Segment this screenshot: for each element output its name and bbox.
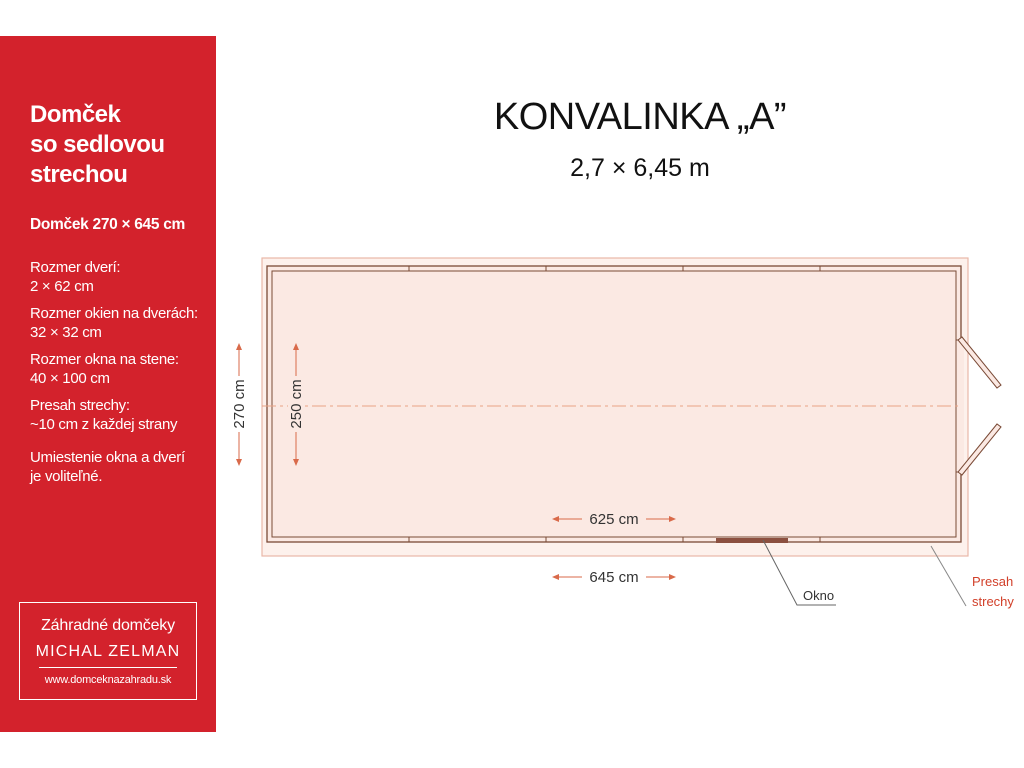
spec-overhang-label: Presah strechy:: [30, 397, 130, 414]
page-subtitle: 2,7 × 6,45 m: [570, 154, 710, 182]
spec-wall-window-value: 40 × 100 cm: [30, 370, 110, 387]
dim-inner-length: 625 cm: [589, 511, 639, 528]
overhang-label-line-1: Presah: [972, 574, 1014, 589]
spec-wall-window-label: Rozmer okna na stene:: [30, 351, 179, 368]
dim-inner-height: 250 cm: [288, 379, 305, 429]
double-door: [956, 337, 1001, 475]
note-line-1: Umiestenie okna a dverí: [30, 449, 185, 466]
page-title: KONVALINKA „A”: [493, 96, 787, 138]
spec-overhang-value: ~10 cm z každej strany: [30, 416, 178, 433]
window-label: Okno: [803, 588, 835, 603]
spec-door-window-value: 32 × 32 cm: [30, 324, 102, 341]
spec-door-window-label: Rozmer okien na dverách:: [30, 305, 198, 322]
house-walls: [267, 266, 961, 542]
heading-line-1: Domček: [30, 101, 121, 128]
brand-name: MICHAL ZELMAN: [35, 643, 181, 660]
house-size: Domček 270 × 645 cm: [30, 216, 186, 233]
overhang-label-line-2: strechy: [972, 594, 1014, 609]
spec-door-value: 2 × 62 cm: [30, 278, 94, 295]
wall-outer: [267, 266, 961, 542]
door-gap: [958, 340, 964, 472]
dim-outer-height: 270 cm: [231, 379, 248, 429]
brand-tagline: Záhradné domčeky: [41, 617, 175, 634]
dim-outer-length: 645 cm: [589, 569, 639, 586]
heading-line-3: strechou: [30, 161, 128, 188]
heading-line-2: so sedlovou: [30, 131, 165, 158]
wall-window: [716, 538, 788, 543]
brand-url: www.domceknazahradu.sk: [44, 674, 172, 686]
note-line-2: je voliteľné.: [30, 468, 103, 485]
spec-door-label: Rozmer dverí:: [30, 259, 121, 276]
